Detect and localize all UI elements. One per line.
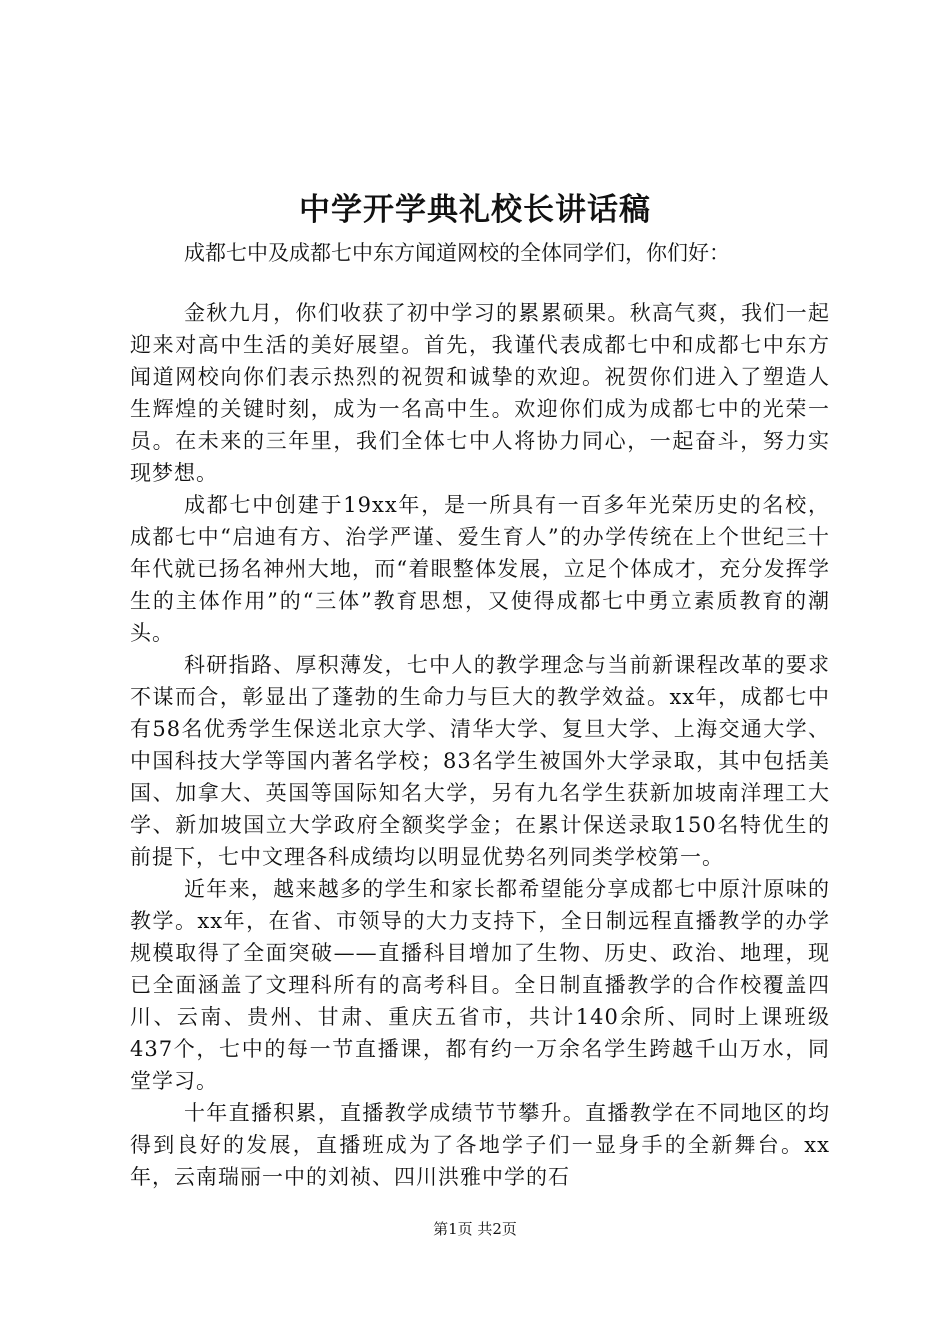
document-body [130,297,830,1193]
paragraph: 金秋九月，你们收获了初中学习的累累硕果。秋高气爽，我们一起迎来对高中生活的美好展望。首先，我谨代表成都七中和成都七中东方闻道网校向你们表示热烈的祝贺和诚挚的欢迎。祝贺你们进入了塑造人生辉煌的关键时刻，成为一名高中生。欢迎你们成为成都七中的光荣一员。在未来的三年里，我们全体七中人将协力同心，一起奋斗，努力实现梦想。 [130,301,830,485]
page-footer: 第1页 共2页 [433,1220,517,1238]
document-title: 中学开学典礼校长讲话稿 [299,192,651,228]
greeting-line: 成都七中及成都七中东方闻道网校的全体同学们，你们好： [184,241,730,265]
paragraph: 十年直播积累，直播教学成绩节节攀升。直播教学在不同地区的均得到良好的发展，直播班成为了各地学子们一显身手的全新舞台。xx年，云南瑞丽一中的刘祯、四川洪雅中学的石 [130,1101,830,1189]
paragraph: 近年来，越来越多的学生和家长都希望能分享成都七中原汁原味的教学。xx年，在省、市领导的大力支持下，全日制远程直播教学的办学规模取得了全面突破——直播科目增加了生物、历史、政治、地理，现已全面涵盖了文理科所有的高考科目。全日制直播教学的合作校覆盖四川、云南、贵州、甘肃、重庆五省市，共计140余所、同时上课班级437个，七中的每一节直播课，都有约一万余名学生跨越千山万水，同堂学习。 [130,877,830,1093]
paragraph: 科研指路、厚积薄发，七中人的教学理念与当前新课程改革的要求不谋而合，彰显出了蓬勃的生命力与巨大的教学效益。xx年，成都七中有58名优秀学生保送北京大学、清华大学、复旦大学、上海交通大学、中国科技大学等国内著名学校；83名学生被国外大学录取，其中包括美国、加拿大、英国等国际知名大学，另有九名学生获新加坡南洋理工大学、新加坡国立大学政府全额奖学金；在累计保送录取150名特优生的前提下，七中文理各科成绩均以明显优势名列同类学校第一。 [130,653,830,869]
paragraph: 成都七中创建于19xx年，是一所具有一百多年光荣历史的名校，成都七中“启迪有方、治学严谨、爱生育人”的办学传统在上个世纪三十年代就已扬名神州大地，而“着眼整体发展，立足个体成才，充分发挥学生的主体作用”的“三体”教育思想，又使得成都七中勇立素质教育的潮头。 [130,493,830,645]
